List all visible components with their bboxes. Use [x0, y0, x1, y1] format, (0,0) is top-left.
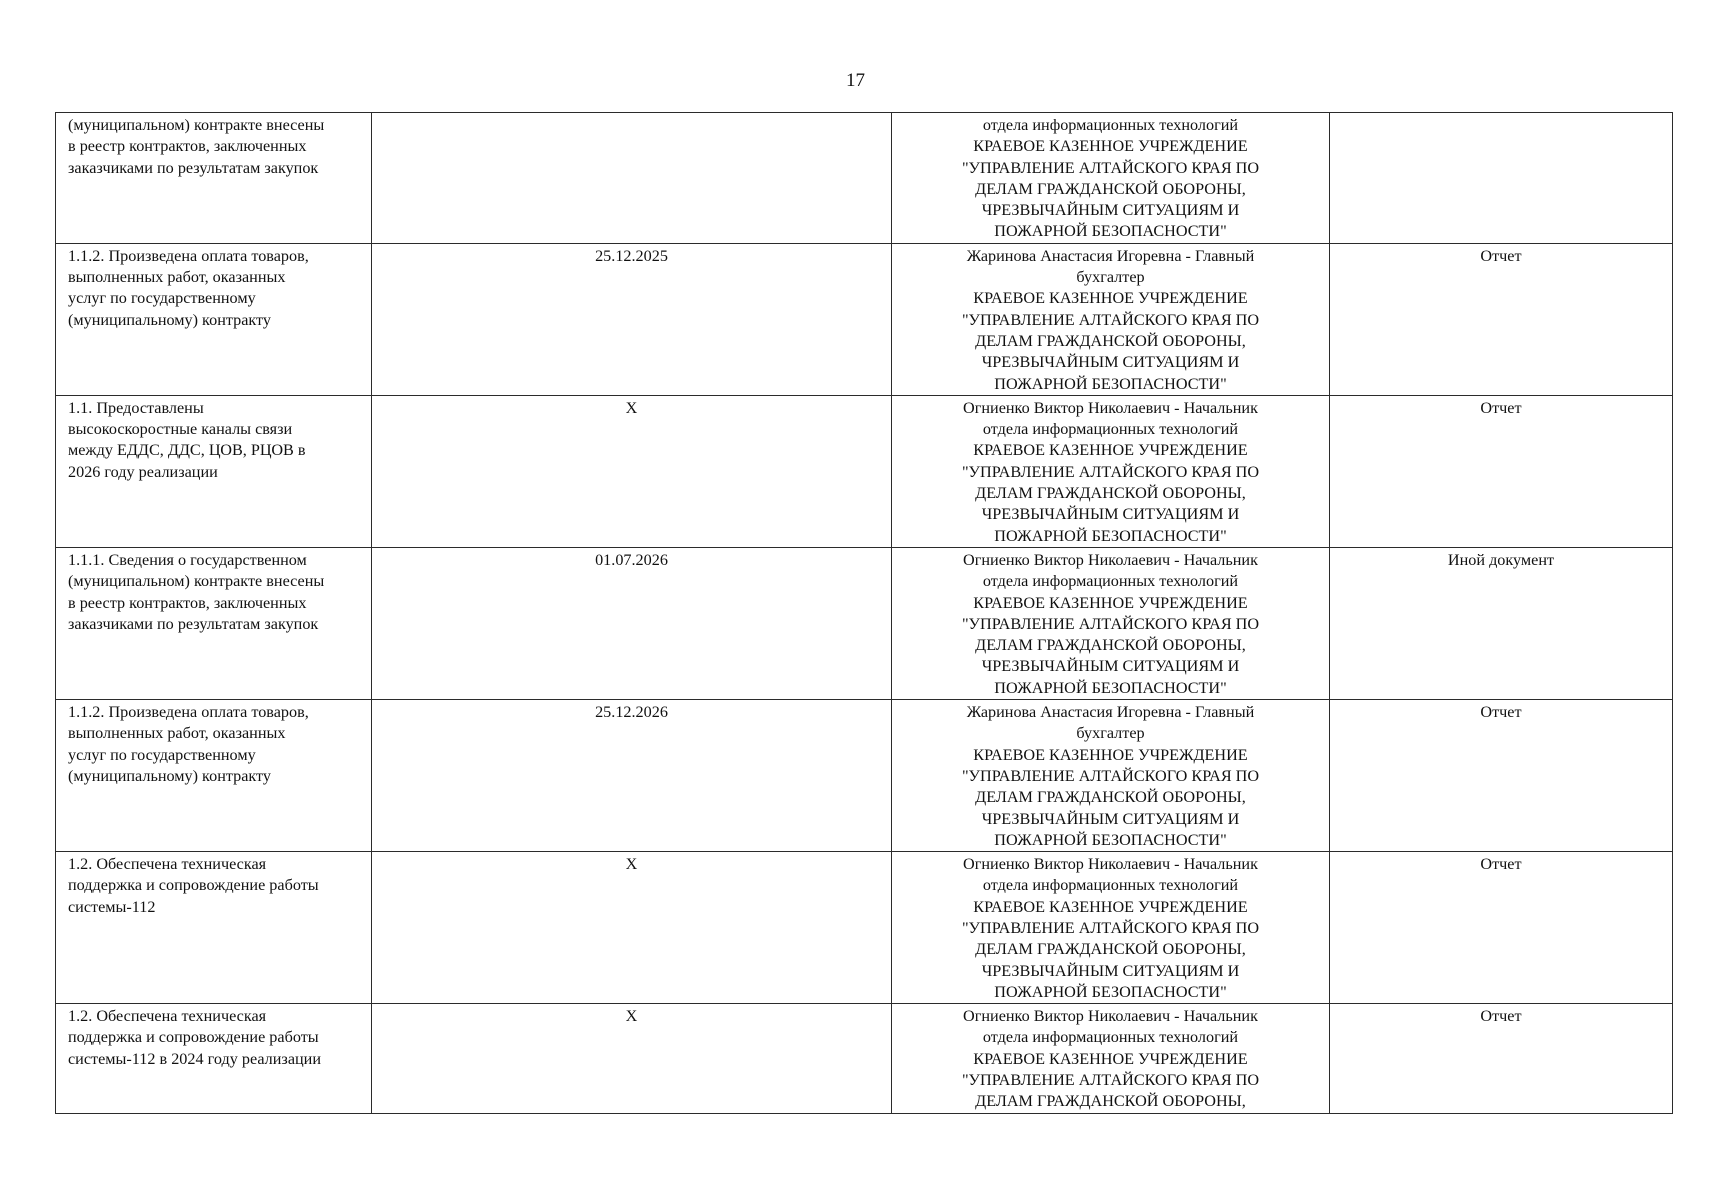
responsible-text-line: ДЕЛАМ ГРАЖДАНСКОЙ ОБОРОНЫ,: [975, 788, 1246, 807]
result-text-line: (муниципальном) контракте внесены: [68, 572, 325, 591]
result-text-line: 1.1.1. Сведения о государственном: [68, 550, 307, 569]
document-type-text: Иной документ: [1447, 550, 1555, 569]
result-text-line: 1.2. Обеспечена техническая: [68, 855, 267, 874]
responsible-text-line: КРАЕВОЕ КАЗЕННОЕ УЧРЕЖДЕНИЕ: [973, 745, 1248, 764]
responsible-text-line: "УПРАВЛЕНИЕ АЛТАЙСКОГО КРАЯ ПО: [961, 158, 1260, 177]
result-text-line: заказчиками по результатам закупок: [68, 158, 319, 177]
responsible-text-line: отдела информационных технологий: [982, 876, 1239, 895]
responsible-text-line: Огниенко Виктор Николаевич - Начальник: [963, 550, 1258, 569]
date-cell: [372, 113, 892, 244]
result-text-line: в реестр контрактов, заключенных: [68, 593, 307, 612]
table-row: [56, 113, 1673, 244]
document-type-text: Отчет: [1480, 1007, 1522, 1026]
result-text-line: 2026 году реализации: [68, 462, 218, 481]
date-text: X: [625, 855, 638, 874]
document-type-cell: [1330, 1004, 1673, 1113]
responsible-text-line: отдела информационных технологий: [982, 420, 1239, 439]
result-text-line: 1.1.2. Произведена оплата товаров,: [68, 246, 309, 265]
table-row: [56, 1004, 1673, 1113]
responsible-text-line: ДЕЛАМ ГРАЖДАНСКОЙ ОБОРОНЫ,: [975, 940, 1246, 959]
responsible-text-line: Огниенко Виктор Николаевич - Начальник: [963, 855, 1258, 874]
responsible-text-line: ЧРЕЗВЫЧАЙНЫМ СИТУАЦИЯМ И: [981, 961, 1240, 980]
result-text-line: системы-112 в 2024 году реализации: [68, 1049, 321, 1068]
responsible-text-line: КРАЕВОЕ КАЗЕННОЕ УЧРЕЖДЕНИЕ: [973, 441, 1248, 460]
result-cell: [56, 243, 372, 395]
result-text-line: в реестр контрактов, заключенных: [68, 137, 307, 156]
responsible-text-line: ЧРЕЗВЫЧАЙНЫМ СИТУАЦИЯМ И: [981, 657, 1240, 676]
responsible-text-line: КРАЕВОЕ КАЗЕННОЕ УЧРЕЖДЕНИЕ: [973, 289, 1248, 308]
table-row: [56, 852, 1673, 1004]
date-cell: [372, 700, 892, 852]
responsible-text-line: ДЕЛАМ ГРАЖДАНСКОЙ ОБОРОНЫ,: [975, 636, 1246, 655]
responsible-cell: [892, 395, 1330, 547]
responsible-text-line: ПОЖАРНОЙ БЕЗОПАСНОСТИ": [994, 374, 1227, 393]
responsible-text-line: ЧРЕЗВЫЧАЙНЫМ СИТУАЦИЯМ И: [981, 353, 1240, 372]
document-type-text: Отчет: [1480, 703, 1522, 722]
result-text-line: услуг по государственному: [68, 289, 256, 308]
result-text-line: 1.2. Обеспечена техническая: [68, 1007, 267, 1026]
responsible-text-line: ЧРЕЗВЫЧАЙНЫМ СИТУАЦИЯМ И: [981, 809, 1240, 828]
document-type-cell: [1330, 243, 1673, 395]
result-cell: [56, 700, 372, 852]
table-row: [56, 547, 1673, 699]
document-type-text: Отчет: [1480, 855, 1522, 874]
table-row: [56, 243, 1673, 395]
responsible-text-line: ПОЖАРНОЙ БЕЗОПАСНОСТИ": [994, 982, 1227, 1001]
responsible-text-line: "УПРАВЛЕНИЕ АЛТАЙСКОГО КРАЯ ПО: [961, 918, 1260, 937]
document-type-cell: [1330, 547, 1673, 699]
responsible-text-line: отдела информационных технологий: [982, 116, 1239, 134]
date-text: 25.12.2025: [595, 246, 668, 265]
result-cell: [56, 113, 372, 244]
responsible-cell: [892, 700, 1330, 852]
responsible-text-line: ПОЖАРНОЙ БЕЗОПАСНОСТИ": [994, 830, 1227, 849]
responsible-text-line: КРАЕВОЕ КАЗЕННОЕ УЧРЕЖДЕНИЕ: [973, 897, 1248, 916]
responsible-text-line: отдела информационных технологий: [982, 1028, 1239, 1047]
responsible-cell: [892, 547, 1330, 699]
result-text-line: (муниципальном) контракте внесены: [68, 116, 325, 134]
result-text-line: (муниципальному) контракту: [68, 310, 272, 329]
responsible-cell: [892, 243, 1330, 395]
responsible-text-line: ДЕЛАМ ГРАЖДАНСКОЙ ОБОРОНЫ,: [975, 331, 1246, 350]
responsible-text-line: "УПРАВЛЕНИЕ АЛТАЙСКОГО КРАЯ ПО: [961, 614, 1260, 633]
result-cell: [56, 852, 372, 1004]
document-type-cell: [1330, 852, 1673, 1004]
result-text-line: выполненных работ, оказанных: [68, 724, 286, 743]
date-text: X: [625, 398, 638, 417]
responsible-cell: [892, 852, 1330, 1004]
document-type-text: Отчет: [1480, 398, 1522, 417]
result-text-line: 1.1.2. Произведена оплата товаров,: [68, 703, 309, 722]
date-text: 01.07.2026: [595, 550, 668, 569]
result-cell: [56, 395, 372, 547]
responsible-text-line: ДЕЛАМ ГРАЖДАНСКОЙ ОБОРОНЫ,: [975, 1092, 1246, 1111]
document-type-cell: [1330, 395, 1673, 547]
responsible-text-line: КРАЕВОЕ КАЗЕННОЕ УЧРЕЖДЕНИЕ: [973, 1049, 1248, 1068]
result-text-line: высокоскоростные каналы связи: [68, 420, 293, 439]
date-cell: [372, 852, 892, 1004]
result-text-line: 1.1. Предоставлены: [68, 398, 204, 417]
responsible-text-line: "УПРАВЛЕНИЕ АЛТАЙСКОГО КРАЯ ПО: [961, 310, 1260, 329]
result-text-line: системы-112: [68, 897, 156, 916]
result-text-line: между ЕДДС, ДДС, ЦОВ, РЦОВ в: [68, 441, 306, 460]
responsible-text-line: "УПРАВЛЕНИЕ АЛТАЙСКОГО КРАЯ ПО: [961, 1071, 1260, 1090]
document-type-cell: [1330, 700, 1673, 852]
result-text-line: заказчиками по результатам закупок: [68, 614, 319, 633]
table-row: [56, 700, 1673, 852]
responsible-text-line: Жаринова Анастасия Игоревна - Главный: [966, 246, 1255, 265]
result-text-line: поддержка и сопровождение работы: [68, 1028, 319, 1047]
plan-table-body: [56, 113, 1673, 1114]
responsible-cell: [892, 1004, 1330, 1113]
date-cell: [372, 395, 892, 547]
document-type-text: Отчет: [1480, 246, 1522, 265]
result-text-line: (муниципальному) контракту: [68, 766, 272, 785]
responsible-text-line: ПОЖАРНОЙ БЕЗОПАСНОСТИ": [994, 678, 1227, 697]
result-text-line: услуг по государственному: [68, 745, 256, 764]
plan-table: [55, 112, 1673, 1114]
result-text-line: поддержка и сопровождение работы: [68, 876, 319, 895]
responsible-text-line: Огниенко Виктор Николаевич - Начальник: [963, 398, 1258, 417]
responsible-text-line: ДЕЛАМ ГРАЖДАНСКОЙ ОБОРОНЫ,: [975, 484, 1246, 503]
responsible-text-line: ЧРЕЗВЫЧАЙНЫМ СИТУАЦИЯМ И: [981, 201, 1240, 220]
responsible-text-line: Жаринова Анастасия Игоревна - Главный: [966, 703, 1255, 722]
responsible-text-line: "УПРАВЛЕНИЕ АЛТАЙСКОГО КРАЯ ПО: [961, 766, 1260, 785]
result-text-line: выполненных работ, оказанных: [68, 268, 286, 287]
table-row: [56, 395, 1673, 547]
responsible-text-line: КРАЕВОЕ КАЗЕННОЕ УЧРЕЖДЕНИЕ: [973, 137, 1248, 156]
responsible-text-line: КРАЕВОЕ КАЗЕННОЕ УЧРЕЖДЕНИЕ: [973, 593, 1248, 612]
date-cell: [372, 1004, 892, 1113]
responsible-text-line: ДЕЛАМ ГРАЖДАНСКОЙ ОБОРОНЫ,: [975, 179, 1246, 198]
result-cell: [56, 547, 372, 699]
responsible-text-line: Огниенко Виктор Николаевич - Начальник: [963, 1007, 1258, 1026]
date-text: X: [625, 1007, 638, 1026]
date-text: 25.12.2026: [595, 703, 668, 722]
responsible-text-line: ЧРЕЗВЫЧАЙНЫМ СИТУАЦИЯМ И: [981, 505, 1240, 524]
responsible-text-line: отдела информационных технологий: [982, 572, 1239, 591]
document-type-cell: [1330, 113, 1673, 244]
responsible-text-line: ПОЖАРНОЙ БЕЗОПАСНОСТИ": [994, 222, 1227, 241]
responsible-cell: [892, 113, 1330, 244]
responsible-text-line: "УПРАВЛЕНИЕ АЛТАЙСКОГО КРАЯ ПО: [961, 462, 1260, 481]
date-cell: [372, 547, 892, 699]
page-number: 17: [846, 70, 865, 91]
date-cell: [372, 243, 892, 395]
responsible-text-line: бухгалтер: [1076, 724, 1145, 743]
responsible-text-line: бухгалтер: [1076, 268, 1145, 287]
responsible-text-line: ПОЖАРНОЙ БЕЗОПАСНОСТИ": [994, 526, 1227, 545]
result-cell: [56, 1004, 372, 1113]
